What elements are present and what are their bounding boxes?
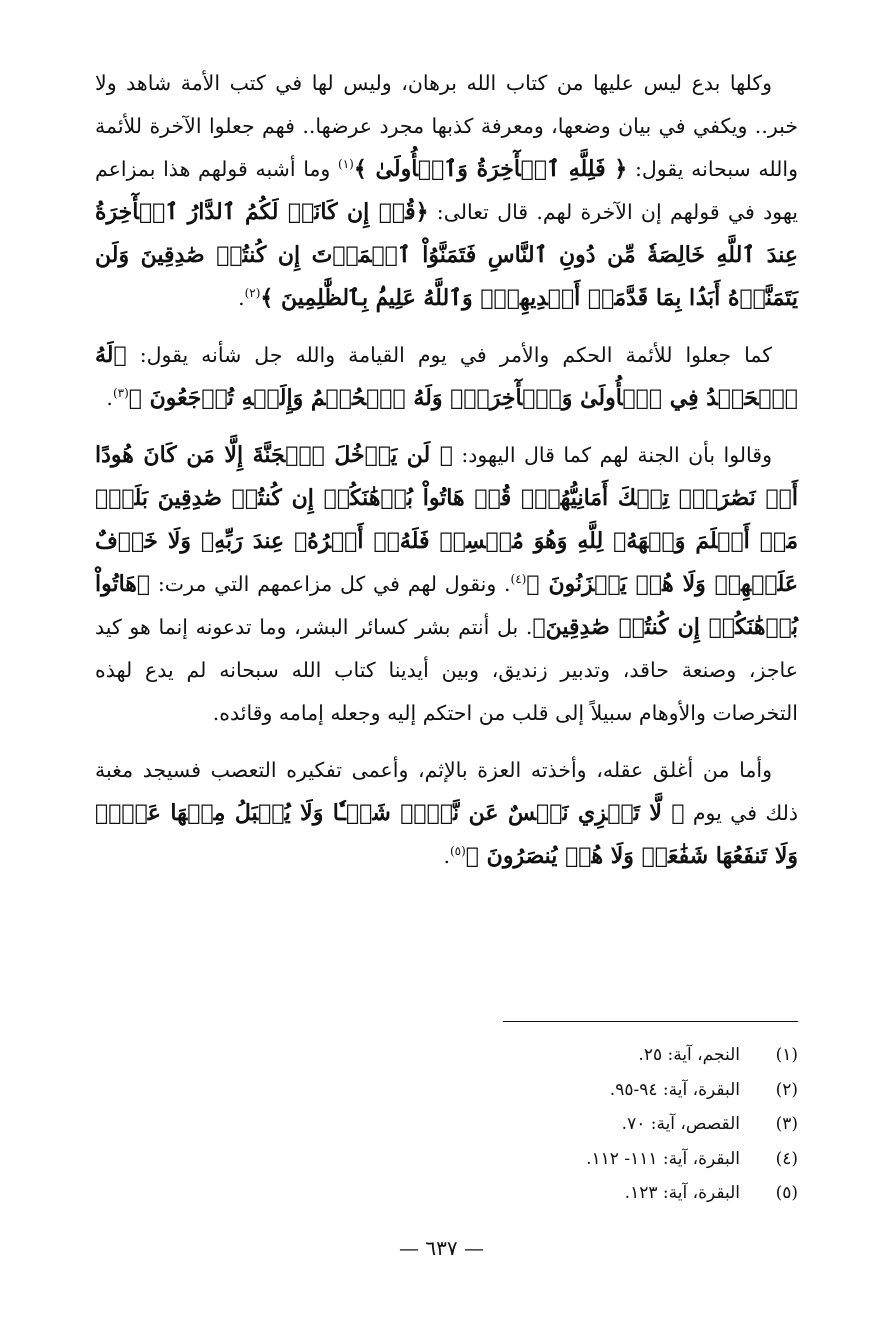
footnote-number: (٥) (775, 1183, 798, 1203)
quran-verse: ﴿هَاتُواْ بُرۡهَٰنَكُمۡ إِن كُنتُمۡ صَٰدِقِينَ﴾ (95, 571, 798, 640)
main-text (95, 62, 798, 892)
footnote-number: (٣) (775, 1114, 798, 1134)
text-run: . (238, 286, 245, 310)
footnote-text: البقرة، آية: ١١١- ١١٢. (586, 1148, 740, 1169)
footnote-ref: (٣) (112, 386, 129, 401)
footnote-item (398, 1176, 798, 1211)
footnote-item (398, 1038, 798, 1073)
footnote-ref: (٤) (510, 572, 527, 587)
text-run: وقالوا بأن الجنة لهم كما قال اليهود: (452, 443, 772, 467)
footnote-item (398, 1073, 798, 1108)
footnote-ref: (٢) (244, 286, 261, 301)
text-run: . (443, 844, 450, 868)
quran-verse: ﴿قُلۡ إِن كَانَتۡ لَكُمُ ٱلدَّارُ ٱلۡأٓخِرَةُ عِندَ ٱللَّهِ خَالِصَةٗ مِّن دُونِ ٱلنَّاسِ فَتَمَنَّوُاْ ٱلۡمَوۡتَ إِن كُنتُمۡ صَٰدِقِينَ وَلَن يَتَمَنَّوۡهُ أَبَدَۢا بِمَا قَدَّمَتۡ أَيۡدِيهِمۡۚ وَٱللَّهُ عَلِيمُۢ بِٱلظَّٰلِمِينَ ﴾ (95, 199, 798, 311)
text-run: . ونقول لهم في كل مزاعمهم التي مرت: (150, 572, 511, 596)
footnote-ref: (١) (338, 157, 354, 172)
page-number: — ٦٣٧ — (399, 1236, 484, 1260)
footnote-text: النجم، آية: ٢٥. (638, 1045, 740, 1065)
footnote-item (398, 1142, 798, 1177)
footnote-text: البقرة، آية: ٩٤-٩٥. (609, 1079, 740, 1100)
text-run: وأما من أغلق عقله، وأخذته العزة بالإثم، وأعمى تفكيره التعصب فسيجد مغبة ذلك في يوم (95, 758, 798, 825)
footnote-number: (٢) (775, 1079, 798, 1100)
footnote-ref: (٥) (449, 844, 466, 859)
quran-verse: ﴿ فَلِلَّهِ ٱلۡأٓخِرَةُ وَٱلۡأُولَىٰ ﴾ (353, 156, 628, 182)
paragraph (95, 434, 798, 735)
footnote-text: البقرة، آية: ١٢٣. (624, 1183, 740, 1203)
text-run: . (106, 386, 113, 410)
text-run: كما جعلوا للأئمة الحكم والأمر في يوم القيامة والله جل شأنه يقول: (126, 343, 772, 367)
quran-verse: ﴿ لَّا تَجۡزِي نَفۡسٌ عَن نَّفۡسٖ شَيۡـٔٗا وَلَا يُقۡبَلُ مِنۡهَا عَدۡلٞ وَلَا تَنفَعُهَا شَفَٰعَةٞ وَلَا هُمۡ يُنصَرُونَ ﴾ (95, 800, 798, 869)
paragraph (95, 62, 798, 320)
footnote-number: (١) (775, 1045, 798, 1065)
text-run: وكلها بدع ليس عليها من كتاب الله برهان، وليس لها في كتب الأمة شاهد ولا خبر.. ويكفي في بيان وضعها، ومعرفة كذبها مجرد عرضها.. فهم جعلوا الآخرة للأئمة والله سبحانه يقول: (95, 71, 798, 181)
quran-verse: ﴿ لَن يَدۡخُلَ ٱلۡجَنَّةَ إِلَّا مَن كَانَ هُودًا أَوۡ نَصَٰرَىٰۗ تِلۡكَ أَمَانِيُّهُمۡۗ قُلۡ هَاتُواْ بُرۡهَٰنَكُمۡ إِن كُنتُمۡ صَٰدِقِينَ بَلَىٰۚ مَنۡ أَسۡلَمَ وَجۡهَهُۥ لِلَّهِ وَهُوَ مُحۡسِنٞ فَلَهُۥٓ أَجۡرُهُۥ عِندَ رَبِّهِۦ وَلَا خَوۡفٌ عَلَيۡهِمۡ وَلَا هُمۡ يَحۡزَنُونَ ﴾ (95, 442, 799, 597)
footnote-item (398, 1107, 798, 1142)
quran-verse: ﴿لَهُ ٱلۡحَمۡدُ فِي ٱلۡأُولَىٰ وَٱلۡأٓخِرَةِۖ وَلَهُ ٱلۡحُكۡمُ وَإِلَيۡهِ تُرۡجَعُونَ ﴾ (95, 342, 798, 411)
footnote-text: القصص، آية: ٧٠. (621, 1114, 740, 1134)
paragraph (95, 749, 798, 878)
footnote-divider (503, 1021, 798, 1022)
footnotes-list (398, 1038, 798, 1211)
text-run: . بل أنتم بشر كسائر البشر، وما تدعونه إنما هو كيد عاجز، وصنعة حاقد، وتدبير زنديق، وبين أيدينا كتاب الله سبحانه لم يدع لهذه التخرصات والأوهام سبيلاً إلى قلب من احتكم إليه وجعله إمامه وقائده. (95, 615, 798, 725)
footnote-number: (٤) (775, 1148, 798, 1169)
text-run: وما أشبه قولهم هذا بمزاعم يهود في قولهم إن الآخرة لهم. قال تعالى: (95, 157, 798, 224)
paragraph (95, 334, 798, 420)
